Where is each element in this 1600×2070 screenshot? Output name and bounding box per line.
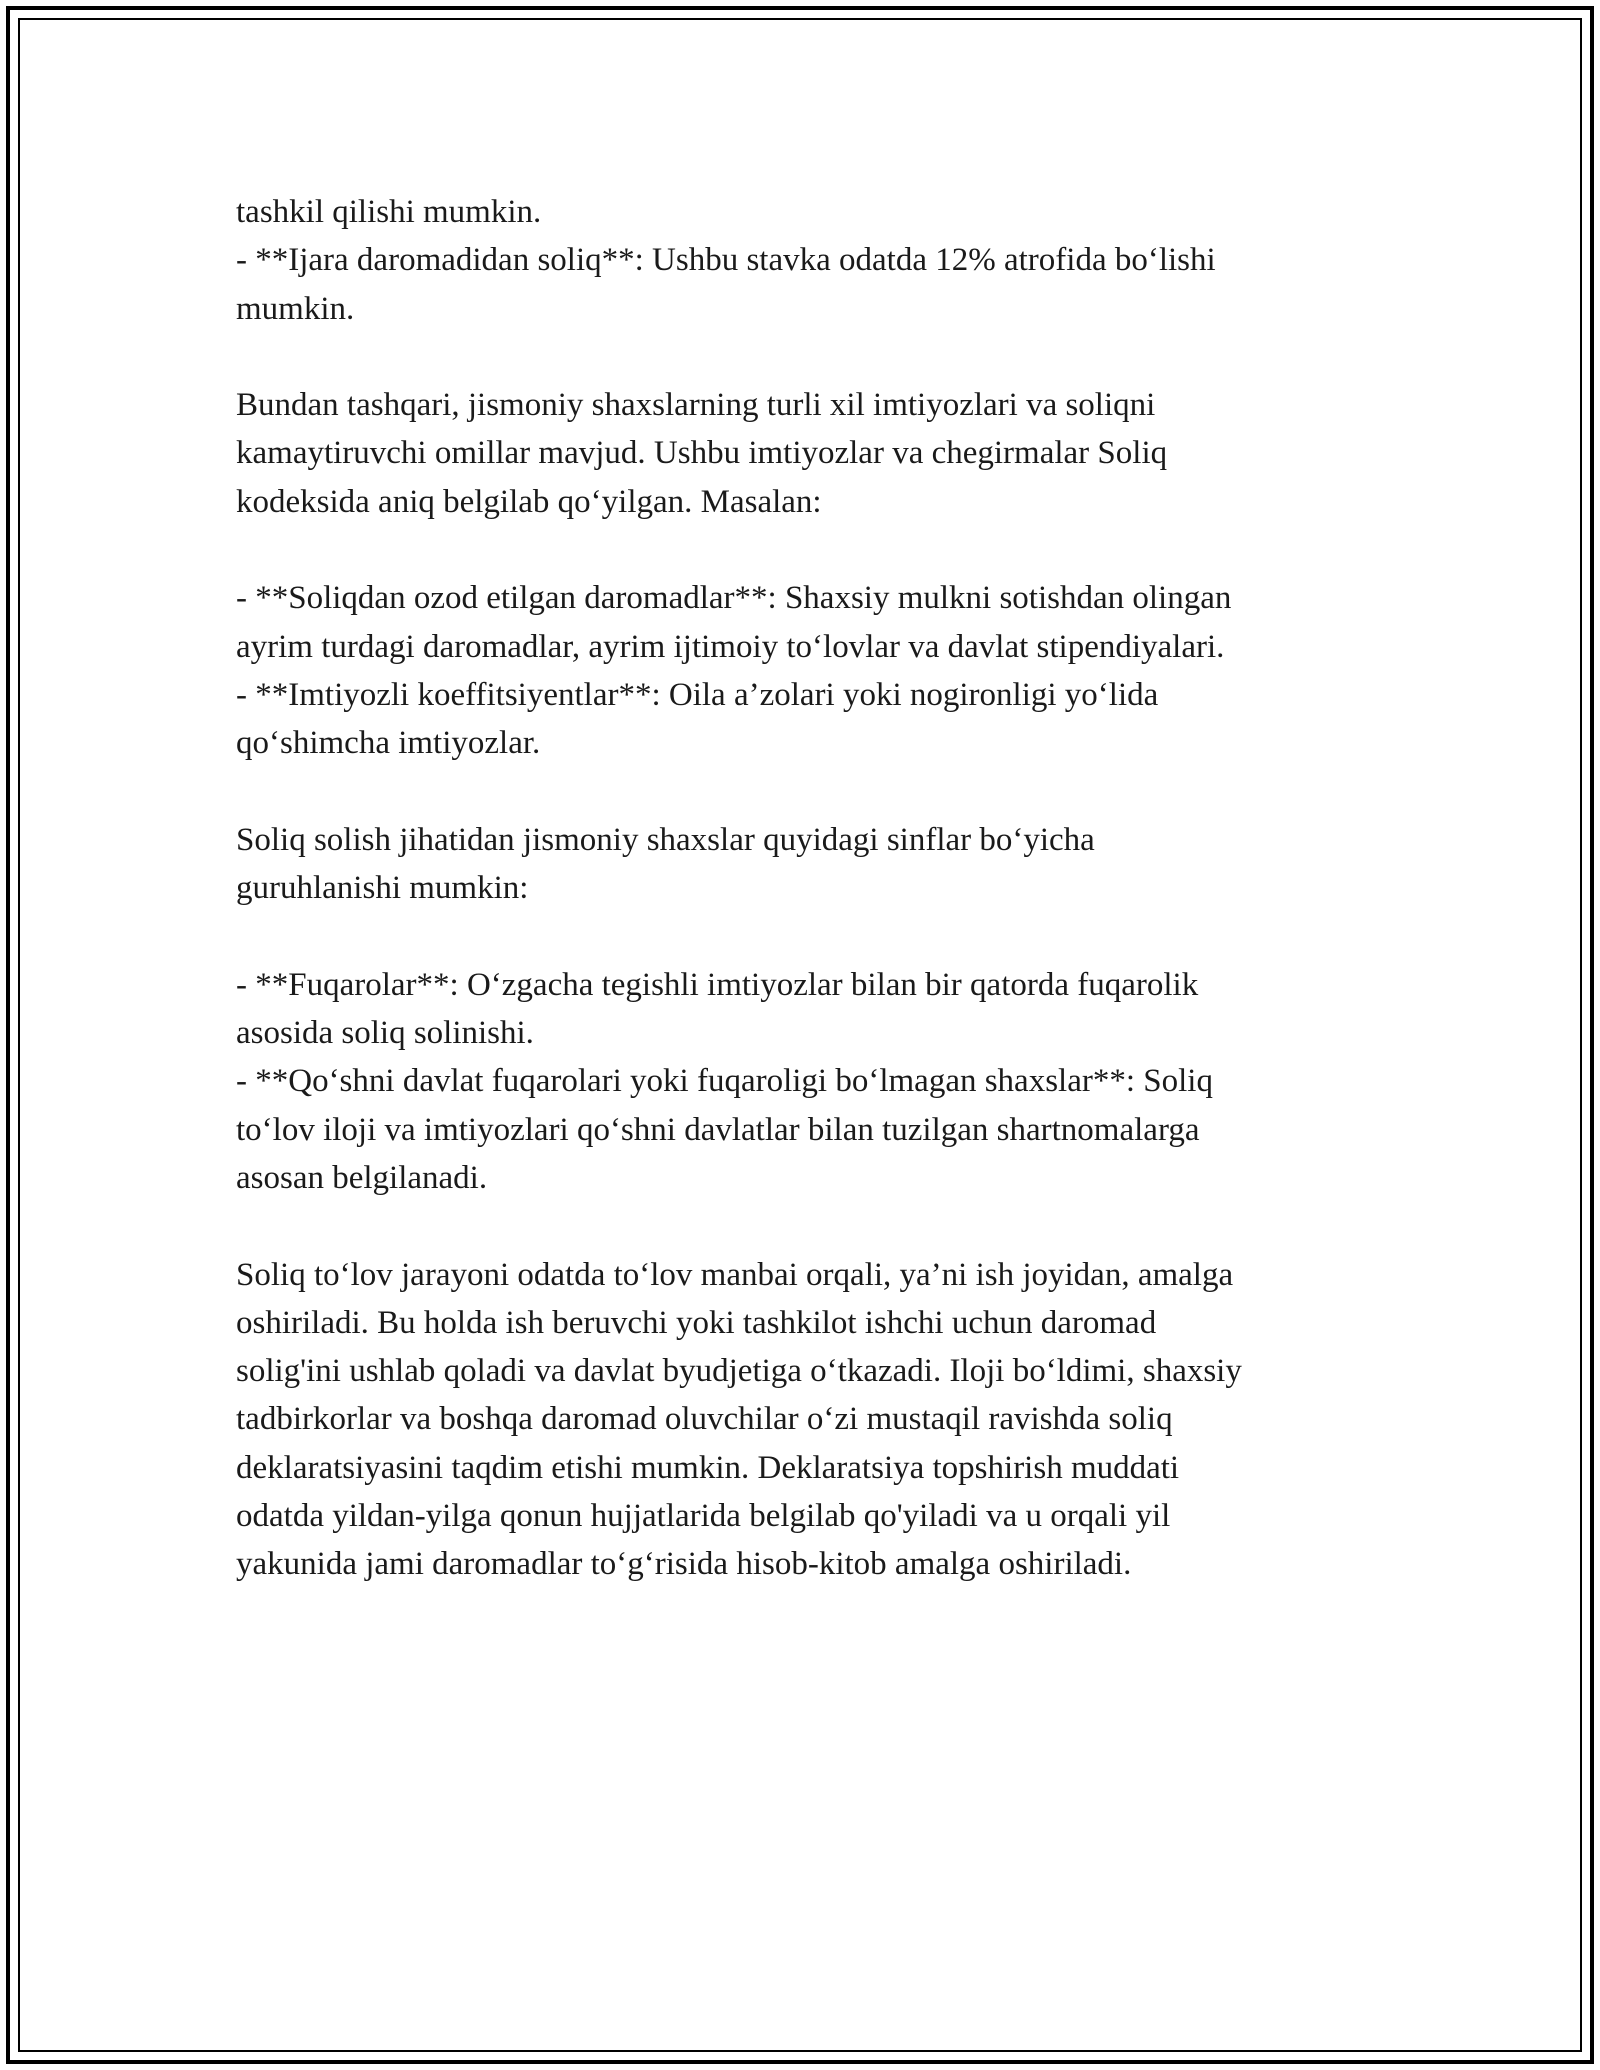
text-line: asosida soliq solinishi. xyxy=(236,1015,534,1052)
text-line: oshiriladi. Bu holda ish beruvchi yoki tashkilot ishchi uchun daromad xyxy=(236,1304,1157,1341)
text-line: - **Ijara daromadidan soliq**: Ushbu stavka odatda 12% atrofida bo‘lishi xyxy=(236,242,1216,279)
text-line: yakunida jami daromadlar to‘g‘risida hisob-kitob amalga oshiriladi. xyxy=(236,1546,1132,1583)
paragraph xyxy=(236,381,1366,526)
text-line: - **Imtiyozli koeffitsiyentlar**: Oila a’zolari yoki nogironligi yo‘lida xyxy=(236,676,1159,713)
paragraph xyxy=(236,188,1366,333)
text-line: - **Qo‘shni davlat fuqarolari yoki fuqaroligi bo‘lmagan shaxslar**: Soliq xyxy=(236,1063,1213,1100)
text-line: to‘lov iloji va imtiyozlari qo‘shni davlatlar bilan tuzilgan shartnomalarga xyxy=(236,1111,1200,1148)
text-line: qo‘shimcha imtiyozlar. xyxy=(236,725,541,762)
text-line: - **Fuqarolar**: O‘zgacha tegishli imtiyozlar bilan bir qatorda fuqarolik xyxy=(236,966,1199,1003)
paragraph xyxy=(236,1251,1366,1589)
text-line: solig'ini ushlab qoladi va davlat byudjetiga o‘tkazadi. Iloji bo‘ldimi, shaxsiy xyxy=(236,1353,1242,1390)
text-line: mumkin. xyxy=(236,290,355,327)
text-line: kamaytiruvchi omillar mavjud. Ushbu imtiyozlar va chegirmalar Soliq xyxy=(236,435,1168,472)
paragraph xyxy=(236,574,1366,767)
text-line: Soliq solish jihatidan jismoniy shaxslar quyidagi sinflar bo‘yicha xyxy=(236,821,1095,858)
text-line: Soliq to‘lov jarayoni odatda to‘lov manbai orqali, ya’ni ish joyidan, amalga xyxy=(236,1256,1234,1293)
text-line: tashkil qilishi mumkin. xyxy=(236,194,542,230)
document-body xyxy=(236,188,1366,1589)
text-line: - **Soliqdan ozod etilgan daromadlar**: Shaxsiy mulkni sotishdan olingan xyxy=(236,580,1232,617)
text-line: ayrim turdagi daromadlar, ayrim ijtimoiy to‘lovlar va davlat stipendiyalari. xyxy=(236,628,1225,665)
text-line: kodeksida aniq belgilab qo‘yilgan. Masalan: xyxy=(236,483,822,520)
text-line: guruhlanishi mumkin: xyxy=(236,870,529,907)
text-line: asosan belgilanadi. xyxy=(236,1159,488,1196)
text-line: tadbirkorlar va boshqa daromad oluvchilar o‘zi mustaqil ravishda soliq xyxy=(236,1401,1173,1438)
paragraph xyxy=(236,961,1366,1202)
paragraph xyxy=(236,816,1366,913)
text-line: odatda yildan-yilga qonun hujjatlarida belgilab qo'yiladi va u orqali yil xyxy=(236,1498,1171,1535)
text-line: deklaratsiyasini taqdim etishi mumkin. Deklaratsiya topshirish muddati xyxy=(236,1449,1180,1486)
text-line: Bundan tashqari, jismoniy shaxslarning turli xil imtiyozlari va soliqni xyxy=(236,387,1156,424)
